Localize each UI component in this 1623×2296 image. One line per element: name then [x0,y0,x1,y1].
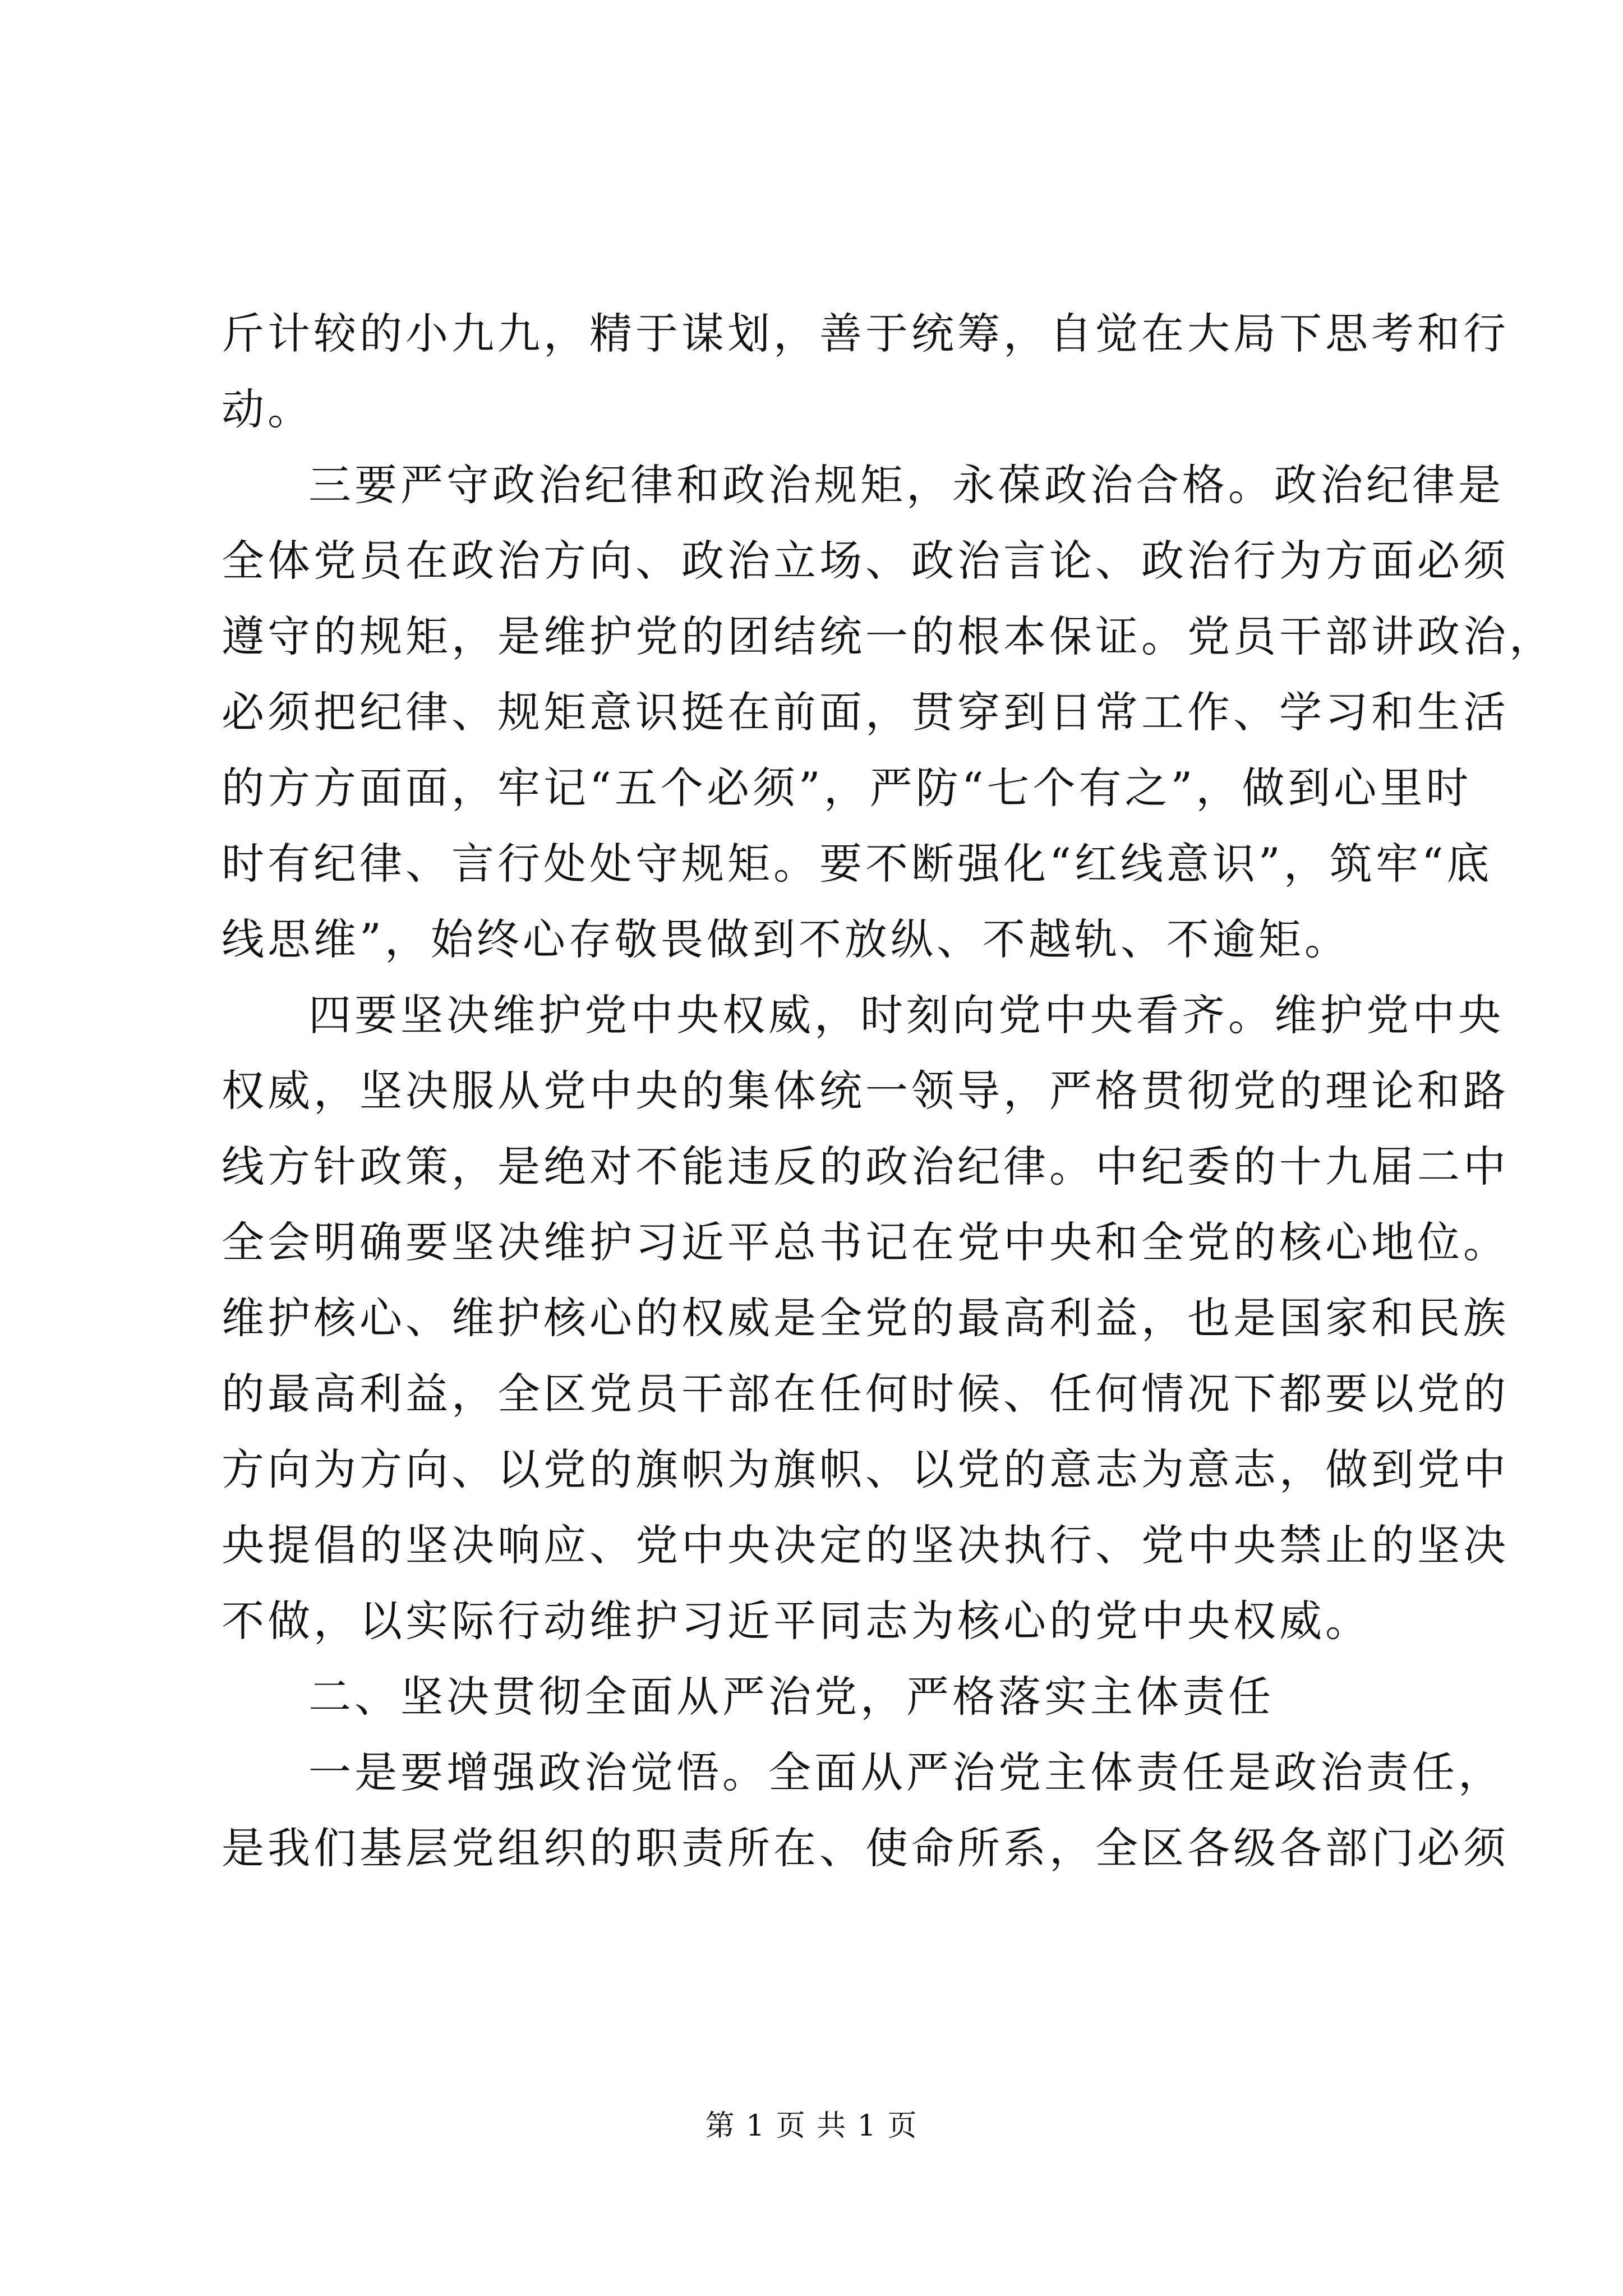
text-line-15: 的最高利益，全区党员干部在任何时候、任何情况下都要以党的 [222,1369,1509,1419]
text-line-13: 全会明确要坚决维护习近平总书记在党中央和全党的核心地位。 [222,1217,1509,1267]
text-line-8: 时有纪律、言行处处守规矩。要不断强化“红线意识”，筑牢“底 [222,839,1493,889]
text-line-16: 方向为方向、以党的旗帜为旗帜、以党的意志为意志，做到党中 [222,1444,1509,1494]
text-line-21: 是我们基层党组织的职责所在、使命所系，全区各级各部门必须 [222,1823,1509,1873]
text-line-9: 线思维”，始终心存敬畏做到不放纵、不越轨、不逾矩。 [222,914,1350,964]
text-line-5: 遵守的规矩，是维护党的团结统一的根本保证。党员干部讲政治， [222,611,1555,661]
text-line-6: 必须把纪律、规矩意识挺在前面，贯穿到日常工作、学习和生活 [222,687,1509,737]
text-line-11: 权威，坚决服从党中央的集体统一领导，严格贯彻党的理论和路 [222,1066,1509,1116]
text-line-14: 维护核心、维护核心的权威是全党的最高利益，也是国家和民族 [222,1293,1509,1343]
text-line-3: 三要严守政治纪律和政治规矩，永葆政治合格。政治纪律是 [308,460,1504,510]
text-line-12: 线方针政策，是绝对不能违反的政治纪律。中纪委的十九届二中 [222,1142,1509,1191]
text-line-10: 四要坚决维护党中央权威，时刻向党中央看齐。维护党中央 [308,990,1504,1040]
text-line-17: 央提倡的坚决响应、党中央决定的坚决执行、党中央禁止的坚决 [222,1520,1509,1570]
text-line-20: 一是要增强政治觉悟。全面从严治党主体责任是政治责任， [308,1747,1504,1797]
text-line-4: 全体党员在政治方向、政治立场、政治言论、政治行为方面必须 [222,536,1509,586]
page-number-footer: 第 1 页 共 1 页 [705,2109,918,2143]
text-line-1: 斤计较的小九九，精于谋划，善于统筹，自觉在大局下思考和行 [222,309,1509,358]
text-line-2: 动。 [222,384,313,434]
text-line-7: 的方方面面，牢记“五个必须”，严防“七个有之”，做到心里时 [222,763,1472,813]
section-heading: 二、坚决贯彻全面从严治党，严格落实主体责任 [308,1672,1274,1722]
text-line-18: 不做，以实际行动维护习近平同志为核心的党中央权威。 [222,1596,1371,1646]
